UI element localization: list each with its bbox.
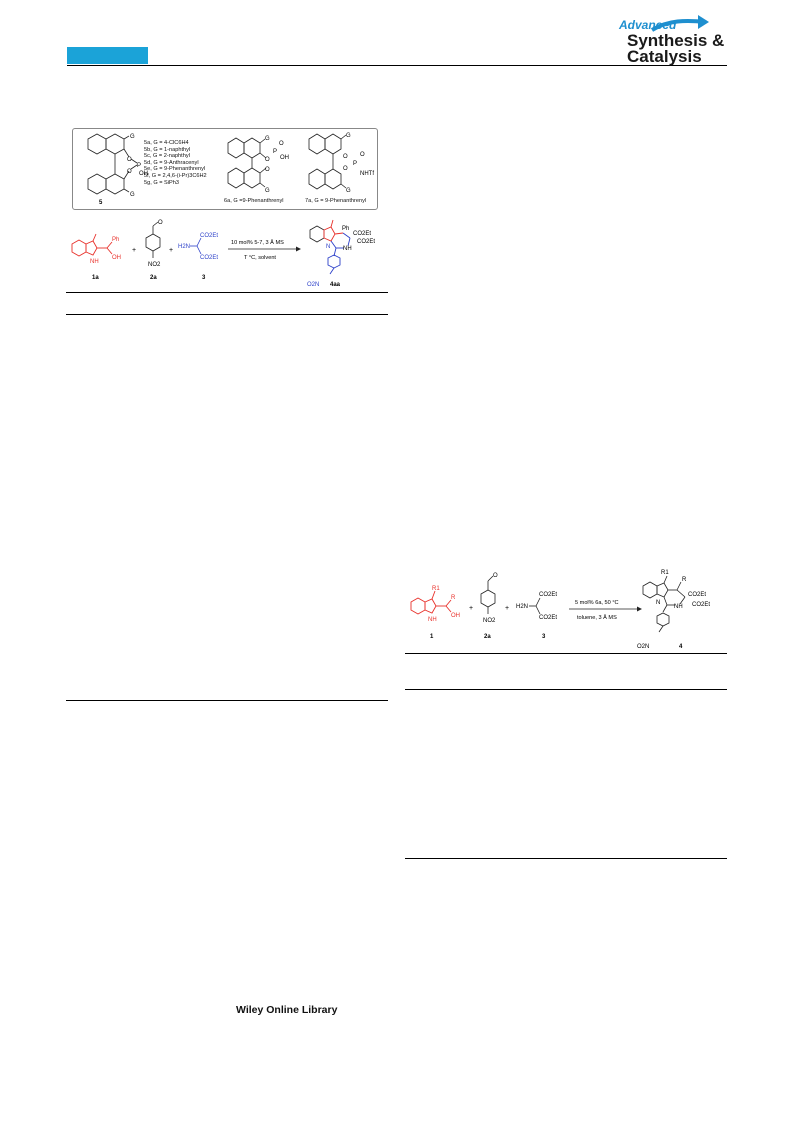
s2-r: R xyxy=(451,595,456,601)
scheme-2 xyxy=(405,564,727,654)
s2-product-co2et-1: CO2Et xyxy=(688,592,707,598)
binol-oh: OH xyxy=(139,171,148,177)
s2-label-2a: 2a xyxy=(484,634,491,640)
s1-conditions-top: 10 mol% 5-7, 3 Å MS xyxy=(231,240,284,246)
ntf-structure xyxy=(305,129,385,199)
s1-label-4aa: 4aa xyxy=(330,282,341,288)
s1-product-n: N xyxy=(326,244,331,250)
journal-logo xyxy=(612,10,732,66)
g-item: 5g, G = SiPh3 xyxy=(144,179,179,186)
s1-co2et-bottom: CO2Et xyxy=(200,255,219,261)
s2-plus-1: + xyxy=(469,605,474,612)
scheme-2-structures xyxy=(405,564,727,654)
s1-product-nh: NH xyxy=(343,246,352,252)
h8-p: P xyxy=(273,149,278,155)
s1-ph: Ph xyxy=(112,237,120,243)
s1-product-o2n: O2N xyxy=(307,282,320,288)
s2-product-nh: NH xyxy=(674,604,683,610)
g-item: 5e, G = 9-Phenanthrenyl xyxy=(144,166,206,173)
binol-p: P xyxy=(137,163,142,169)
h8-binol-structure xyxy=(224,129,302,199)
s2-nh: NH xyxy=(428,617,437,623)
g-item: 5c, G = 2-naphthyl xyxy=(144,153,190,160)
s2-plus-2: + xyxy=(505,605,510,612)
logo-line2: Catalysis xyxy=(627,47,702,66)
h8-o2: O xyxy=(265,167,270,173)
s1-h2n: H2N xyxy=(178,244,191,250)
h8-o-top: O xyxy=(279,141,284,147)
wiley-online-library[interactable]: Wiley Online Library xyxy=(236,1004,338,1016)
s1-label-1a: 1a xyxy=(92,275,99,281)
h8-oh: OH xyxy=(280,155,289,161)
s1-no2: NO2 xyxy=(148,262,161,268)
s2-r1: R1 xyxy=(432,586,440,592)
table2-top-rule xyxy=(405,653,727,654)
s2-oh: OH xyxy=(451,613,460,619)
h8-label: 6a, G =9-Phenanthrenyl xyxy=(224,198,284,204)
logo-prefix: Advanced xyxy=(619,18,677,32)
s2-o: O xyxy=(493,573,498,579)
s1-plus-1: + xyxy=(132,247,137,254)
logo-line1: Synthesis & xyxy=(627,31,725,50)
binol-g-bottom: G xyxy=(130,192,135,198)
s1-o: O xyxy=(158,220,163,226)
s2-label-3: 3 xyxy=(542,634,546,640)
g-item: 5f, G = 2,4,6-(i-Pr)3C6H2 xyxy=(144,172,207,179)
s1-label-2a: 2a xyxy=(150,275,157,281)
h8-g-top: G xyxy=(265,136,270,142)
table2-bottom-rule xyxy=(405,858,727,859)
ntf-o2: O xyxy=(343,166,348,172)
s1-product-co2et-1: CO2Et xyxy=(353,231,372,237)
s2-product-n: N xyxy=(656,600,661,606)
scheme-1 xyxy=(66,216,388,292)
scheme-1-structures xyxy=(66,216,388,292)
binol-o2: O xyxy=(127,169,132,175)
s1-nh: NH xyxy=(90,259,99,265)
table1-top-rule xyxy=(66,292,388,293)
s2-no2: NO2 xyxy=(483,618,496,624)
h8-g-bottom: G xyxy=(265,188,270,194)
table1-bottom-rule xyxy=(66,700,388,701)
ntf-o-top: O xyxy=(360,152,365,158)
s2-product-r1: R1 xyxy=(661,570,669,576)
s1-oh: OH xyxy=(112,255,121,261)
s2-label-4: 4 xyxy=(679,644,683,650)
ntf-p: P xyxy=(353,161,358,167)
s2-conditions-bottom: toluene, 3 Å MS xyxy=(577,615,617,621)
s2-product-co2et-2: CO2Et xyxy=(692,602,711,608)
ntf-o1: O xyxy=(343,154,348,160)
g-item: 5d, G = 9-Anthracenyl xyxy=(144,159,199,166)
g-list xyxy=(144,140,226,186)
s1-product-ph: Ph xyxy=(342,226,350,232)
s2-co2et-top: CO2Et xyxy=(539,592,558,598)
g-item: 5a, G = 4-ClC6H4 xyxy=(144,140,189,146)
catalyst-box xyxy=(72,128,378,210)
s2-product-r: R xyxy=(682,577,687,583)
s1-conditions-bottom: T °C, solvent xyxy=(244,255,276,261)
table2-header-rule xyxy=(405,689,727,690)
binol-o1: O xyxy=(127,157,132,163)
binol-g-top: G xyxy=(130,134,135,140)
s2-label-1: 1 xyxy=(430,634,434,640)
binol-label: 5 xyxy=(99,200,103,206)
ntf-g-bottom: G xyxy=(346,188,351,194)
g-item: 5b, G = 1-naphthyl xyxy=(144,146,191,153)
table1-header-rule xyxy=(66,314,388,315)
s1-product-co2et-2: CO2Et xyxy=(357,239,376,245)
s2-co2et-bottom: CO2Et xyxy=(539,615,558,621)
s2-h2n: H2N xyxy=(516,604,529,610)
s1-label-3: 3 xyxy=(202,275,206,281)
ntf-label: 7a, G = 9-Phenanthrenyl xyxy=(305,198,367,204)
s1-plus-2: + xyxy=(169,247,174,254)
s2-product-o2n: O2N xyxy=(637,644,650,650)
h8-o1: O xyxy=(265,157,270,163)
journal-band xyxy=(67,47,148,64)
s1-co2et-top: CO2Et xyxy=(200,233,219,239)
s2-conditions-top: 5 mol% 6a, 50 °C xyxy=(575,600,619,606)
ntf-g-top: G xyxy=(346,133,351,139)
ntf-nhtf: NHTf xyxy=(360,171,374,177)
binol-structure xyxy=(73,129,153,207)
